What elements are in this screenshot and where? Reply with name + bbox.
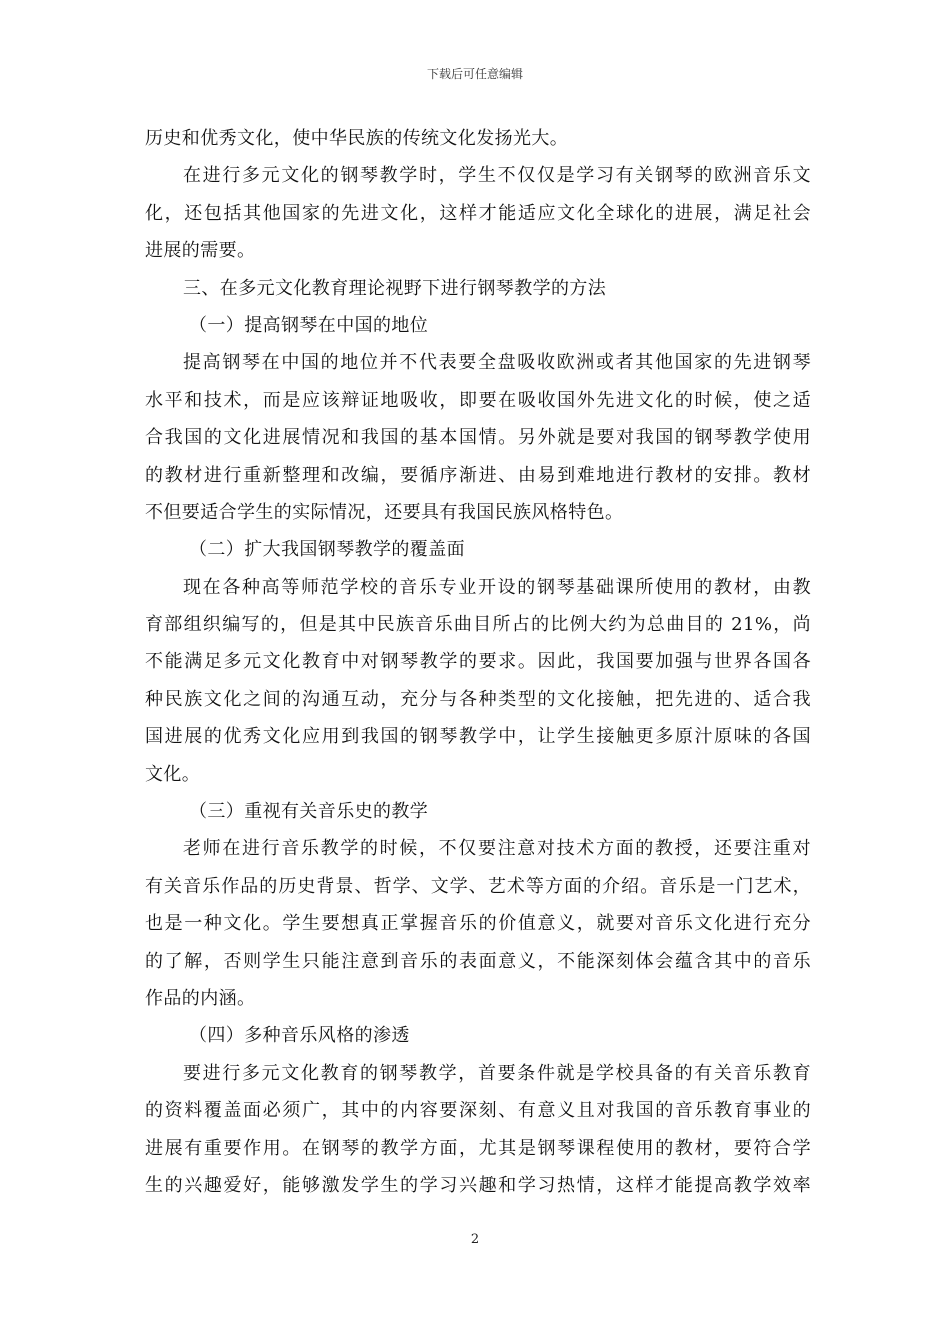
paragraph-line: 进展有重要作用。在钢琴的教学方面，尤其是钢琴课程使用的教材，要符合学 [145, 1137, 811, 1159]
paragraph-line: 提高钢琴在中国的地位并不代表要全盘吸收欧洲或者其他国家的先进钢琴 [183, 352, 811, 374]
paragraph-line: 现在各种高等师范学校的音乐专业开设的钢琴基础课所使用的教材，由教 [183, 576, 811, 598]
paragraph-line: 不能满足多元文化教育中对钢琴教学的要求。因此，我国要加强与世界各国各 [145, 651, 811, 673]
paragraph-line: 种民族文化之间的沟通互动，充分与各种类型的文化接触，把先进的、适合我 [145, 688, 811, 710]
paragraph-line: 作品的内涵。 [145, 987, 256, 1009]
paragraph-line: 的了解，否则学生只能注意到音乐的表面意义，不能深刻体会蕴含其中的音乐 [145, 950, 811, 972]
paragraph-line: 化，还包括其他国家的先进文化，这样才能适应文化全球化的进展，满足社会 [145, 202, 811, 224]
subsection-heading: （二）扩大我国钢琴教学的覆盖面 [189, 539, 465, 561]
subsection-heading: （一）提高钢琴在中国的地位 [189, 314, 429, 336]
section-heading: 三、在多元文化教育理论视野下进行钢琴教学的方法 [183, 277, 607, 299]
paragraph-line: 文化。 [145, 763, 201, 785]
paragraph-line: 育部组织编写的，但是其中民族音乐曲目所占的比例大约为总曲目的 21%，尚 [145, 614, 811, 636]
paragraph-line: 的资料覆盖面必须广，其中的内容要深刻、有意义且对我国的音乐教育事业的 [145, 1100, 811, 1122]
subsection-heading: （四）多种音乐风格的渗透 [189, 1025, 410, 1047]
paragraph-line: 生的兴趣爱好，能够激发学生的学习兴趣和学习热情，这样才能提高教学效率 [145, 1174, 811, 1196]
paragraph-line: 老师在进行音乐教学的时候，不仅要注意对技术方面的教授，还要注重对 [183, 838, 811, 860]
paragraph-line: 国进展的优秀文化应用到我国的钢琴教学中，让学生接触更多原汁原味的各国 [145, 726, 811, 748]
paragraph-line: 在进行多元文化的钢琴教学时，学生不仅仅是学习有关钢琴的欧洲音乐文 [183, 165, 811, 187]
paragraph-line: 合我国的文化进展情况和我国的基本国情。另外就是要对我国的钢琴教学使用 [145, 427, 811, 449]
document-body [145, 120, 811, 1204]
subsection-heading: （三）重视有关音乐史的教学 [189, 801, 429, 823]
paragraph-line: 历史和优秀文化，使中华民族的传统文化发扬光大。 [145, 128, 569, 149]
paragraph-line: 的教材进行重新整理和改编，要循序渐进、由易到难地进行教材的安排。教材 [145, 464, 811, 486]
page-header-note: 下载后可任意编辑 [426, 67, 523, 81]
paragraph-line: 进展的需要。 [145, 240, 256, 262]
paragraph-line: 有关音乐作品的历史背景、哲学、文学、艺术等方面的介绍。音乐是一门艺术， [145, 875, 811, 897]
paragraph-line: 要进行多元文化教育的钢琴教学，首要条件就是学校具备的有关音乐教育 [183, 1062, 811, 1084]
paragraph-line: 也是一种文化。学生要想真正掌握音乐的价值意义，就要对音乐文化进行充分 [145, 913, 811, 935]
page-number: 2 [470, 1232, 480, 1247]
paragraph-line: 水平和技术，而是应该辩证地吸收，即要在吸收国外先进文化的时候，使之适 [145, 389, 811, 411]
paragraph-line: 不但要适合学生的实际情况，还要具有我国民族风格特色。 [145, 501, 624, 523]
